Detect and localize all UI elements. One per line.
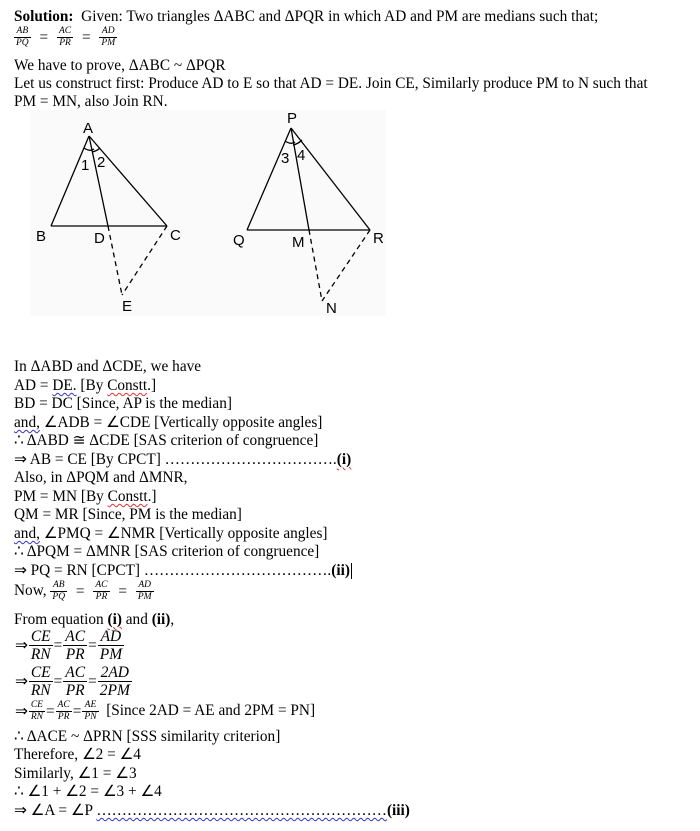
fraction: $\frac{AC}{PR}$ <box>58 26 72 48</box>
fraction: $\frac{AB}{PQ}$ <box>52 580 66 602</box>
fraction: $\frac{AC}{PR}$ <box>95 580 108 602</box>
proof-line: ∴ ΔABD ≅ ΔCDE [SAS criterion of congruence] <box>14 432 319 449</box>
equation-tag-ii: (ii) <box>331 562 350 579</box>
proof-line: and, ∠PMQ = ∠NMR [Vertically opposite angles] <box>14 525 328 542</box>
angle-label-4: 4 <box>297 147 306 164</box>
triangles-figure <box>30 110 390 320</box>
proof-line: Similarly, ∠1 = ∠3 <box>14 765 137 782</box>
proof-line: and, ∠ADB = ∠CDE [Vertically opposite angles] <box>14 414 323 431</box>
proof-line: ∴ ΔPQM = ΔMNR [SAS criterion of congruence] <box>14 543 320 560</box>
given-text: Given: Two triangles ΔABC and ΔPQR in which AD and PM are medians such that; <box>81 8 599 25</box>
proof-line: Therefore, ∠2 = ∠4 <box>14 746 141 763</box>
vertex-label-q: Q <box>233 232 245 249</box>
construction-line-1: Let us construct first: Produce AD to E so that AD = DE. Join CE, Similarly produce PM to N such that <box>14 75 648 92</box>
equation-tag-i: (i) <box>336 451 352 468</box>
vertex-label-e: E <box>122 298 133 315</box>
proof-line: Also, in ΔPQM and ΔMNR, <box>14 469 188 486</box>
proof-line: ⇒ PQ = RN [CPCT] ……………………………….(ii) <box>14 562 350 579</box>
fraction: $\frac{AD}{PM}$ <box>137 580 152 602</box>
angle-label-2: 2 <box>97 154 106 171</box>
proof-line: ⇒ AB = CE [By CPCT] …………………………….(i) <box>14 451 352 468</box>
vertex-label-r: R <box>373 230 384 247</box>
vertex-label-c: C <box>170 227 181 244</box>
vertex-label-m: M <box>292 234 305 251</box>
solution-label: Solution: <box>14 8 74 25</box>
proof-line: QM = MR [Since, PM is the median] <box>14 506 242 523</box>
proof-line: In ΔABD and ΔCDE, we have <box>14 358 202 375</box>
vertex-label-a: A <box>83 120 94 137</box>
now-ratio: Now, $\frac{AB}{PQ}$ = $\frac{AC}{PR}$ = $\frac{AD}{PM}$ <box>14 580 152 602</box>
text-cursor <box>351 563 352 579</box>
fraction: $\frac{AD}{PM}$ <box>101 26 116 48</box>
step-2: ⇒ $\frac{CE}{RN}$ = $\frac{AC}{PR}$ = $\frac{2AD}{2PM}$ <box>15 664 130 699</box>
proof-line: ∴ ∠1 + ∠2 = ∠3 + ∠4 <box>14 783 162 800</box>
angle-label-1: 1 <box>81 157 90 174</box>
to-prove: We have to prove, ΔABC ~ ΔPQR <box>14 57 226 74</box>
fraction: $\frac{AB}{PQ}$ <box>16 26 29 48</box>
vertex-label-d: D <box>94 230 105 247</box>
proof-line: AD = DE. [By Constt.] <box>14 377 157 394</box>
vertex-label-p: P <box>287 110 298 127</box>
given-ratio: $\frac{AB}{PQ}$ = $\frac{AC}{PR}$ = $\frac{AD}{PM}$ <box>16 26 116 48</box>
proof-line: PM = MN [By Constt.] <box>14 488 157 505</box>
step-1: ⇒ $\frac{CE}{RN}$ = $\frac{AC}{PR}$ = $\frac{AD}{PM}$ <box>15 628 123 663</box>
construction-line-2: PM = MN, also Join RN. <box>14 93 168 110</box>
vertex-label-n: N <box>326 300 337 317</box>
equation-tag-iii: (iii) <box>386 802 410 819</box>
proof-line: ∴ ΔACE ~ ΔPRN [SSS similarity criterion] <box>14 728 281 745</box>
from-equation: From equation (i) and (ii), <box>14 611 175 628</box>
solution-heading <box>14 8 598 26</box>
proof-line: ⇒ ∠A = ∠P …………………………………………………(iii) <box>14 802 410 819</box>
vertex-label-b: B <box>36 228 47 245</box>
proof-line: BD = DC [Since, AP is the median] <box>14 395 232 412</box>
step-3: ⇒ $\frac{CE}{RN}$ = $\frac{AC}{PR}$ = $\frac{AE}{PN}$ [Since 2AD = AE and 2PM = PN] <box>15 700 316 722</box>
angle-label-3: 3 <box>281 150 290 167</box>
